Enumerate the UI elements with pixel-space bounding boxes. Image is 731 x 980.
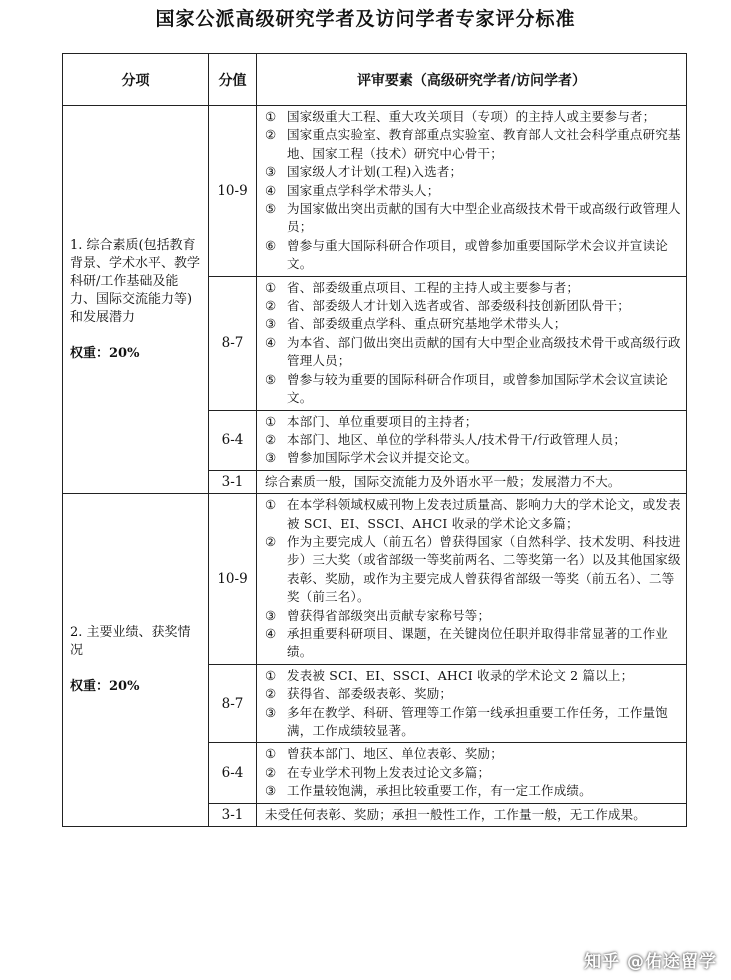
score-cell: 6-4: [209, 410, 257, 470]
criteria-item: [265, 279, 681, 297]
table-row: [63, 494, 687, 665]
score-cell: 10-9: [209, 494, 257, 665]
criteria-item: [265, 126, 681, 163]
criteria-item-text: 获得省、部委级表彰、奖励；: [287, 686, 453, 702]
page-title: 国家公派高级研究学者及访问学者专家评分标准: [155, 8, 576, 30]
criteria-item: [265, 371, 681, 408]
criteria-item-number: ①: [265, 279, 277, 295]
criteria-item-number: ③: [265, 607, 277, 623]
criteria-cell: [257, 276, 687, 410]
category-cell: [63, 494, 209, 827]
criteria-item-text: 曾获得省部级突出贡献专家称号等；: [287, 607, 491, 623]
score-cell: 10-9: [209, 106, 257, 277]
criteria-item-number: ①: [265, 746, 277, 762]
criteria-item-text: 为本省、部门做出突出贡献的国有大中型企业高级技术骨干或高级行政管理人员；: [287, 334, 681, 369]
criteria-item-number: ③: [265, 783, 277, 799]
score-cell: 3-1: [209, 803, 257, 826]
table-body: [63, 106, 687, 827]
criteria-cell: [257, 470, 687, 493]
criteria-item-number: ④: [265, 182, 277, 198]
criteria-item-number: ③: [265, 450, 277, 466]
criteria-item-text: 省、部委级重点学科、重点研究基地学术带头人；: [287, 316, 567, 332]
criteria-item-text: 本部门、单位重要项目的主持者；: [287, 413, 478, 429]
score-cell: 3-1: [209, 470, 257, 493]
criteria-item-number: ②: [265, 431, 277, 447]
criteria-item-text: 工作量较饱满，承担比较重要工作，有一定工作成绩。: [287, 783, 592, 799]
header-score: 分值: [209, 54, 257, 106]
criteria-item: [265, 764, 681, 782]
criteria-item: [265, 607, 681, 625]
criteria-item-number: ①: [265, 413, 277, 429]
criteria-item-text: 综合素质一般，国际交流能力及外语水平一般；发展潜力不大。: [265, 473, 621, 489]
criteria-item: [265, 533, 681, 607]
criteria-item: [265, 745, 681, 763]
category-weight: 权重：20%: [70, 345, 140, 361]
criteria-item-text: 曾参与重大国际科研合作项目，或曾参加重要国际学术会议并宣读论文。: [287, 237, 669, 272]
criteria-item-text: 曾参与较为重要的国际科研合作项目，或曾参加国际学术会议宣读论文。: [287, 371, 669, 406]
criteria-item-text: 承担重要科研项目、课题，在关键岗位任职并取得非常显著的工作业绩。: [287, 625, 669, 660]
criteria-item-number: ②: [265, 686, 277, 702]
criteria-item: [265, 315, 681, 333]
category-weight: 权重：20%: [70, 679, 140, 695]
table-row: [63, 106, 687, 277]
criteria-item-number: ④: [265, 334, 277, 350]
criteria-item-text: 省、部委级重点项目、工程的主持人或主要参与者；: [287, 279, 580, 295]
criteria-item-text: 在本学科领域权威刊物上发表过质量高、影响力大的学术论文，或发表被 SCI、EI、SSCI、AHCI 收录的学术论文多篇；: [287, 497, 681, 531]
criteria-item: [265, 806, 681, 824]
header-category: 分项: [63, 54, 209, 106]
criteria-item-number: ①: [265, 667, 277, 683]
category-name: 2. 主要业绩、获奖情况: [70, 625, 191, 659]
criteria-item-number: ③: [265, 316, 277, 332]
criteria-item: [265, 200, 681, 237]
criteria-item-number: ⑥: [265, 237, 277, 253]
criteria-item-number: ③: [265, 164, 277, 180]
criteria-item-text: 省、部委级人才计划入选者或省、部委级科技创新团队骨干；: [287, 298, 630, 314]
watermark: 知乎 @佑途留学: [584, 952, 717, 972]
criteria-item: [265, 473, 681, 491]
criteria-item: [265, 685, 681, 703]
criteria-cell: [257, 494, 687, 665]
criteria-item-text: 国家级重大工程、重大攻关项目（专项）的主持人或主要参与者；: [287, 109, 656, 124]
criteria-cell: [257, 803, 687, 826]
criteria-item-text: 国家重点学科学术带头人；: [287, 182, 440, 198]
criteria-cell: [257, 410, 687, 470]
criteria-item-text: 国家重点实验室、教育部重点实验室、教育部人文社会科学重点研究基地、国家工程（技术）研究中心骨干；: [287, 127, 681, 161]
criteria-item-number: ⑤: [265, 201, 277, 217]
criteria-item-number: ②: [265, 533, 277, 549]
category-name: 1. 综合素质(包括教育背景、学术水平、教学科研/工作基础及能力、国际交流能力等)和发展潜力: [70, 237, 201, 325]
criteria-item-text: 曾参加国际学术会议并提交论文。: [287, 450, 478, 466]
criteria-item-text: 为国家做出突出贡献的国有大中型企业高级技术骨干或高级行政管理人员；: [287, 201, 681, 235]
criteria-item: [265, 625, 681, 662]
criteria-cell: [257, 106, 687, 277]
table-header-row: [63, 54, 687, 106]
criteria-item-number: ②: [265, 764, 277, 780]
criteria-item-text: 在专业学术刊物上发表过论文多篇；: [287, 764, 491, 780]
criteria-cell: [257, 743, 687, 803]
criteria-item-number: ②: [265, 298, 277, 314]
scoring-table: [62, 53, 687, 827]
criteria-item-text: 多年在教学、科研、管理等工作第一线承担重要工作任务，工作量饱满，工作成绩较显著。: [287, 704, 669, 738]
criteria-item: [265, 237, 681, 274]
criteria-item-number: ①: [265, 497, 277, 513]
criteria-item-text: 曾获本部门、地区、单位表彰、奖励；: [287, 746, 503, 762]
criteria-item-text: 国家级人才计划(工程)入选者；: [287, 164, 463, 180]
criteria-item: [265, 667, 681, 685]
criteria-item: [265, 163, 681, 181]
criteria-item: [265, 297, 681, 315]
criteria-item-text: 作为主要完成人（前五名）曾获得国家（自然科学、技术发明、科技进步）三大奖（或省部级一等奖前两名、二等奖第一名）以及其他国家级表彰、奖励，或作为主要完成人曾获得省部级一等奖（前五名）、二等奖（前三名）。: [287, 533, 681, 605]
criteria-item-text: 未受任何表彰、奖励；承担一般性工作，工作量一般，无工作成果。: [265, 806, 647, 822]
criteria-item: [265, 704, 681, 741]
criteria-item-number: ①: [265, 109, 277, 124]
criteria-item-text: 发表被 SCI、EI、SSCI、AHCI 收录的学术论文 2 篇以上；: [287, 667, 634, 683]
category-cell: [63, 106, 209, 494]
criteria-item: [265, 413, 681, 431]
criteria-item-number: ③: [265, 704, 277, 720]
criteria-item: [265, 334, 681, 371]
header-criteria: 评审要素（高级研究学者/访问学者）: [257, 54, 687, 106]
score-cell: 8-7: [209, 664, 257, 743]
criteria-item-number: ⑤: [265, 371, 277, 387]
criteria-cell: [257, 664, 687, 743]
criteria-item: [265, 182, 681, 200]
criteria-item: [265, 496, 681, 533]
criteria-item: [265, 431, 681, 449]
criteria-item-number: ②: [265, 127, 277, 143]
criteria-item: [265, 108, 681, 126]
criteria-item-number: ④: [265, 625, 277, 641]
criteria-item: [265, 449, 681, 467]
score-cell: 6-4: [209, 743, 257, 803]
criteria-item-text: 本部门、地区、单位的学科带头人/技术骨干/行政管理人员；: [287, 431, 627, 447]
criteria-item: [265, 782, 681, 800]
score-cell: 8-7: [209, 276, 257, 410]
